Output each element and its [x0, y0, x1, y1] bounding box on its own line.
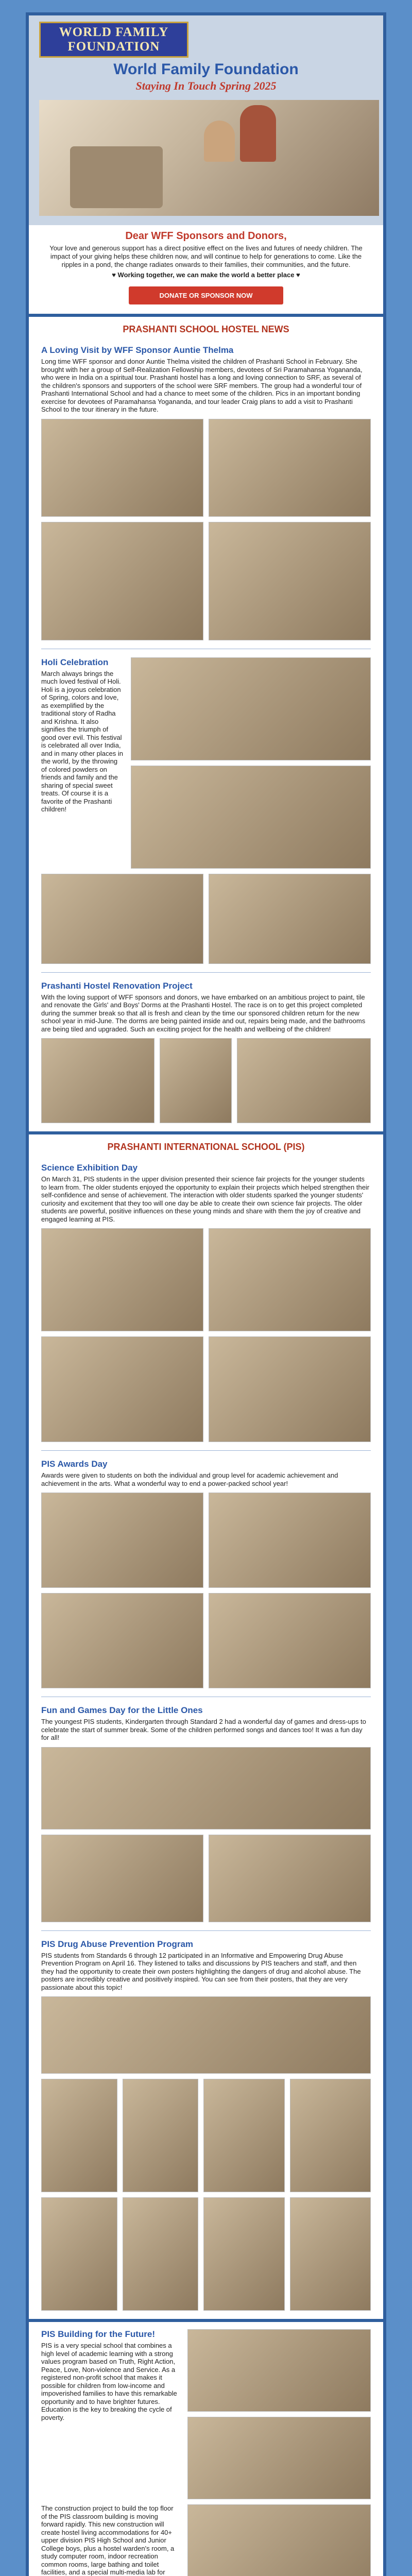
- logo-line-2: FOUNDATION: [67, 40, 160, 54]
- fun-games-photos: [41, 1835, 371, 1922]
- photo: [187, 2329, 371, 2412]
- renovation-photos: [41, 1038, 371, 1123]
- fun-games-photos: [41, 1747, 371, 1829]
- photo: [187, 2417, 371, 2499]
- photo: [237, 1038, 371, 1123]
- fun-games-body: The youngest PIS students, Kindergarten through Standard 2 had a wonderful day of games and dress-ups to celebrate the start of summer break. Some of the children performed songs and dances too! It was a fun day for all!: [41, 1718, 366, 1741]
- divider: [41, 1450, 371, 1451]
- visit-photos: [41, 419, 371, 517]
- hostel-section-title: PRASHANTI SCHOOL HOSTEL NEWS: [123, 324, 289, 334]
- renovation-title: Prashanti Hostel Renovation Project: [41, 980, 193, 991]
- awards-title: PIS Awards Day: [41, 1459, 108, 1469]
- hero-photo: [39, 100, 379, 216]
- holi-section: [41, 657, 371, 869]
- building-body-2: The construction project to build the top floor of the PIS classroom building is moving forward rapidly. This new construction will create hostel living accommodations for 40+ upper division PIS High School and Junior College boys, plus a hostel warden's room, a study computer room, indoor recreation common rooms, large bathing and toilet facilities, and a special multi-media lab for: [41, 2504, 175, 2576]
- awards-photos: [41, 1493, 371, 1588]
- photo: [41, 1996, 371, 2074]
- awards-body: Awards were given to students on both the individual and group level for academic achievement and achievement in the arts. What a wonderful way to end a power-packed school year!: [41, 1471, 338, 1487]
- photo: [41, 419, 203, 517]
- drug-abuse-body: PIS students from Standards 6 through 12 participated in an Informative and Empowering Drug Abuse Prevention Program on April 16. They listened to talks and discussions by PIS teachers and staff, and then they had the opportunity to create their own posters highlighting the dangers of drug and alcohol abuse. The posters are incredibly creative and positively inspired. You can see from their posters, that they are very passionate about this topic!: [41, 1951, 361, 1991]
- photo: [290, 2197, 371, 2311]
- logo-line-1: WORLD FAMILY: [59, 25, 169, 39]
- building-section: [41, 2504, 371, 2576]
- newsletter-title: World Family Foundation: [113, 61, 299, 78]
- donate-sponsor-button[interactable]: DONATE OR SPONSOR NOW: [129, 286, 283, 304]
- hero-figure: [240, 105, 276, 162]
- building-section: [41, 2329, 371, 2499]
- hero-figure: [204, 121, 235, 162]
- photo: [209, 874, 371, 964]
- newsletter-header: [29, 15, 383, 225]
- pis-section-title: PRASHANTI INTERNATIONAL SCHOOL (PIS): [107, 1142, 305, 1152]
- photo: [41, 1336, 203, 1442]
- photo: [123, 2079, 199, 2192]
- foundation-logo: [39, 22, 188, 58]
- divider: [41, 1930, 371, 1931]
- science-photos: [41, 1228, 371, 1331]
- visit-title: A Loving Visit by WFF Sponsor Auntie Thelma: [41, 345, 234, 355]
- photo: [41, 522, 203, 640]
- photo: [160, 1038, 232, 1123]
- holi-photos: [41, 874, 371, 964]
- photo: [209, 1593, 371, 1688]
- visit-body: Long time WFF sponsor and donor Auntie Thelma visited the children of Prashanti School in February. She brought with her a group of Self-Realization Fellowship members, devotees of Sri Paramahansa Yogananda, who were in India on a spiritual tour. Prashanti hostel has a long and loving connection to SRF, as several of the children's sponsors and supporters of the school were SRF members. The group had a wonderful tour of Prashanti International School and had a chance to meet some of the children. Pics in an important bonding exercise for devotees of Paramahansa Yogananda, and tour leader Craig plans to add a visit to Prashanti School to the tour itinerary in the future.: [41, 358, 363, 413]
- holi-body: March always brings the much loved festival of Holi. Holi is a joyous celebration of Spring, colors and love, as exemplified by the traditional story of Radha and Krishna. It also signifies the triumph of good over evil. This festival is celebrated all over India, and in many other places in the world, by the throwing of colored powders on friends and family and the sharing of special sweet treats. Of course it is a favorite of the Prashanti children!: [41, 669, 123, 813]
- section-band: [29, 2319, 383, 2322]
- photo: [209, 522, 371, 640]
- photo: [187, 2504, 371, 2576]
- intro-section: [29, 225, 383, 279]
- divider: [41, 972, 371, 973]
- building-body: PIS is a very special school that combines a high level of academic learning with a strong values program based on Truth, Right Action, Peace, Love, Non-violence and Service. As a registered non-profit school that makes it possible for children from low-income and impoverished families to have this remarkable opportunity and to have brighter futures. Education is the key to breaking the cycle of poverty.: [41, 2342, 177, 2421]
- photo: [131, 766, 371, 869]
- science-body: On March 31, PIS students in the upper division presented their science fair projects for the younger students to learn from. The older students enjoyed the opportunity to explain their projects which helped strengthen their self-confidence and sense of achievement. The interaction with older students sparked the younger students' curiosity and excitement that they too will one day be able to create their own science fair projects. The older students are powerful, positive influences on these young minds and share with them the joy of creative and engaged learning at PIS.: [41, 1175, 370, 1223]
- building-title: PIS Building for the Future!: [41, 2329, 155, 2339]
- science-title: Science Exhibition Day: [41, 1163, 138, 1173]
- photo: [123, 2197, 199, 2311]
- awards-photos: [41, 1593, 371, 1688]
- photo: [41, 874, 203, 964]
- photo: [41, 1835, 203, 1922]
- fun-games-title: Fun and Games Day for the Little Ones: [41, 1705, 203, 1715]
- photo: [41, 1593, 203, 1688]
- newsletter-subtitle: Staying In Touch Spring 2025: [135, 79, 277, 92]
- science-photos: [41, 1336, 371, 1442]
- photo: [41, 1493, 203, 1588]
- photo: [209, 1336, 371, 1442]
- photo: [209, 1493, 371, 1588]
- visit-photos: [41, 522, 371, 640]
- photo: [41, 1747, 371, 1829]
- newsletter-card: [26, 12, 386, 2576]
- drug-abuse-photos: [41, 1996, 371, 2074]
- photo: [209, 1228, 371, 1331]
- photo: [41, 2197, 117, 2311]
- photo: [41, 2079, 117, 2192]
- drug-abuse-photos: [41, 2197, 371, 2311]
- photo: [209, 1835, 371, 1922]
- intro-body: Your love and generous support has a direct positive effect on the lives and futures of needy children. The impact of your giving helps these children now, and will continue to help for generations to come. Like the ripples in a pond, the change radiates onwards to their families, their communities, and the future.: [49, 244, 363, 268]
- photo: [41, 1038, 154, 1123]
- photo: [209, 419, 371, 517]
- renovation-body: With the loving support of WFF sponsors and donors, we have embarked on an ambitious project to paint, tile and renovate the Girls' and Boys' Dorms at the Prashanti Hostel. The race is on to get this project completed during the summer break so that all is fresh and clean by the time our sponsored children return for the new school year in mid-June. The dorms are being painted inside and out, repairs being made, and the bathrooms are being tiled and upgraded. Such an exciting project for the health and wellbeing of the children!: [41, 993, 366, 1033]
- holi-title: Holi Celebration: [41, 657, 109, 667]
- photo: [131, 657, 371, 760]
- intro-tagline: ♥ Working together, we can make the world a better place ♥: [112, 271, 300, 279]
- drug-abuse-title: PIS Drug Abuse Prevention Program: [41, 1939, 194, 1949]
- drug-abuse-photos: [41, 2079, 371, 2192]
- hero-figure: [70, 146, 163, 208]
- photo: [290, 2079, 371, 2192]
- photo: [203, 2197, 284, 2311]
- photo: [203, 2079, 284, 2192]
- photo: [41, 1228, 203, 1331]
- intro-heading: Dear WFF Sponsors and Donors,: [125, 230, 287, 242]
